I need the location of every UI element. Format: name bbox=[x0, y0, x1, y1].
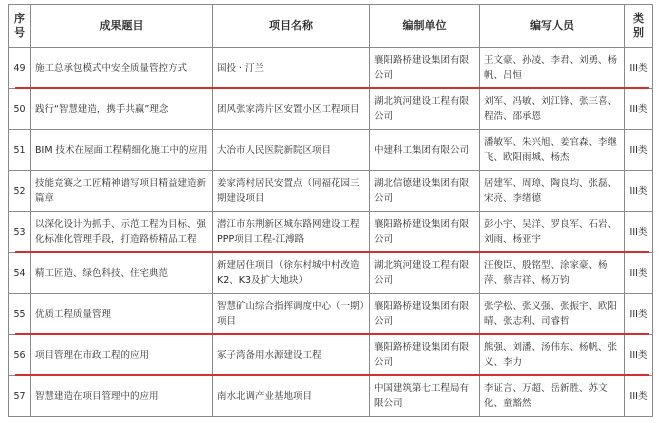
row-project bbox=[213, 253, 370, 294]
row-unit bbox=[370, 253, 480, 294]
awards-table bbox=[8, 4, 653, 417]
row-authors-text: 彭小宇、吴洋、罗良军、石岩、刘雨、杨亚宇 bbox=[484, 219, 618, 245]
row-category: III类 bbox=[625, 335, 653, 376]
row-authors bbox=[480, 212, 625, 253]
row-title-text: 以深化设计为抓手、示范工程为目标、强化标准化管理手段，打造路桥精品工程 bbox=[35, 219, 207, 245]
row-unit bbox=[370, 212, 480, 253]
red-underline bbox=[15, 251, 649, 253]
row-category: III类 bbox=[625, 376, 653, 417]
row-category: III类 bbox=[625, 253, 653, 294]
row-title bbox=[31, 376, 213, 417]
row-unit-text: 湖北筑河建设工程有限公司 bbox=[374, 260, 470, 286]
row-title-text: 精工匠造、绿色科技、住宅典范 bbox=[35, 267, 169, 279]
row-unit bbox=[370, 335, 480, 376]
header-category: 类别 bbox=[625, 5, 653, 48]
row-title bbox=[31, 171, 213, 212]
row-project bbox=[213, 89, 370, 130]
row-no: 52 bbox=[9, 171, 31, 212]
row-unit-text: 中建科工集团有限公司 bbox=[374, 144, 470, 156]
row-project-text: 团风张家湾片区安置小区工程项目 bbox=[217, 103, 360, 115]
row-authors bbox=[480, 335, 625, 376]
row-category: III类 bbox=[625, 212, 653, 253]
row-title-text: 践行“智慧建造，携手共赢”理念 bbox=[35, 103, 169, 115]
row-unit-text: 襄阳路桥建设集团有限公司 bbox=[374, 301, 470, 327]
row-unit-text: 襄阳路桥建设集团有限公司 bbox=[374, 219, 470, 245]
row-authors-text: 熊强、刘潘、汤伟东、杨帆、张义、李力 bbox=[484, 342, 618, 368]
row-unit bbox=[370, 48, 480, 89]
row-title-text: 项目管理在市政工程的应用 bbox=[35, 349, 150, 361]
row-title-text: BIM 技术在屋面工程精细化施工中的应用 bbox=[35, 144, 208, 156]
red-underline bbox=[15, 374, 649, 376]
table-row bbox=[9, 294, 653, 335]
row-project bbox=[213, 212, 370, 253]
row-no: 55 bbox=[9, 294, 31, 335]
row-unit bbox=[370, 171, 480, 212]
table-row bbox=[9, 376, 653, 417]
row-authors bbox=[480, 89, 625, 130]
row-project-text: 国投 · 汀兰 bbox=[217, 62, 265, 74]
header-no: 序号 bbox=[9, 5, 31, 48]
row-unit bbox=[370, 89, 480, 130]
row-title-text: 优质工程质量管理 bbox=[35, 308, 112, 320]
row-project bbox=[213, 335, 370, 376]
table-row bbox=[9, 253, 653, 294]
row-no: 56 bbox=[9, 335, 31, 376]
row-unit-text: 襄阳路桥建设集团有限公司 bbox=[374, 342, 470, 368]
row-project bbox=[213, 48, 370, 89]
row-project bbox=[213, 171, 370, 212]
row-unit bbox=[370, 130, 480, 171]
row-title bbox=[31, 130, 213, 171]
row-unit-text: 湖北信德建设集团有限公司 bbox=[374, 178, 470, 204]
row-authors-text: 张学松、张义强、张振宇、欧阳晴、张志利、司睿哲 bbox=[484, 301, 618, 327]
header-authors: 编写人员 bbox=[480, 5, 625, 48]
table-row bbox=[9, 130, 653, 171]
row-authors bbox=[480, 376, 625, 417]
row-authors-text: 汪俊臣、殷铭型、涂家豪、杨萍、蔡吉祥、杨万钧 bbox=[484, 260, 608, 286]
table-row bbox=[9, 171, 653, 212]
row-project-text: 大冶市人民医院新院区项目 bbox=[217, 144, 332, 156]
table-row bbox=[9, 335, 653, 376]
row-title-text: 技能竞赛之工匠精神谱写项目精益建造新篇章 bbox=[35, 178, 207, 204]
row-authors-text: 李证言、万超、岳新胜、苏文化、童豁然 bbox=[484, 383, 608, 409]
row-category: III类 bbox=[625, 294, 653, 335]
row-project bbox=[213, 294, 370, 335]
row-title bbox=[31, 253, 213, 294]
row-project-text: 新建居住项目（徐东村城中村改造K2、K3及扩大地块） bbox=[217, 260, 360, 286]
row-no: 51 bbox=[9, 130, 31, 171]
row-category: III类 bbox=[625, 171, 653, 212]
row-authors bbox=[480, 253, 625, 294]
row-title bbox=[31, 212, 213, 253]
table-row bbox=[9, 212, 653, 253]
red-underline bbox=[15, 333, 649, 335]
row-authors-text: 刘军、冯敏、刘江锋、张三喜、程浩、邵承恩 bbox=[484, 96, 618, 122]
row-unit-text: 襄阳路桥建设集团有限公司 bbox=[374, 55, 470, 81]
row-category: III类 bbox=[625, 89, 653, 130]
row-no: 57 bbox=[9, 376, 31, 417]
row-authors bbox=[480, 130, 625, 171]
row-no: 49 bbox=[9, 48, 31, 89]
row-title bbox=[31, 89, 213, 130]
row-project bbox=[213, 376, 370, 417]
row-project bbox=[213, 130, 370, 171]
row-no: 54 bbox=[9, 253, 31, 294]
row-project-text: 潜江市东荆新区城东路网建设工程PPP项目工程-江溥路 bbox=[217, 219, 360, 245]
row-authors bbox=[480, 294, 625, 335]
row-title bbox=[31, 294, 213, 335]
row-authors bbox=[480, 171, 625, 212]
row-category: III类 bbox=[625, 48, 653, 89]
row-no: 50 bbox=[9, 89, 31, 130]
row-project-text: 冢子湾备用水源建设工程 bbox=[217, 349, 322, 361]
row-project-text: 姜家湾村居民安置点（同福花园三期建设项目 bbox=[217, 178, 360, 204]
row-title bbox=[31, 335, 213, 376]
row-authors-text: 潘敏军、朱兴旭、姜官森、李继飞、欧阳雨城、杨杰 bbox=[484, 137, 618, 163]
row-unit-text: 湖北筑河建设工程有限公司 bbox=[374, 96, 470, 122]
red-underline bbox=[15, 87, 649, 89]
row-project-text: 智慧矿山综合指挥调度中心（一期）项目 bbox=[217, 301, 365, 327]
row-title-text: 智慧建造在项目管理中的应用 bbox=[35, 390, 159, 402]
row-category: III类 bbox=[625, 130, 653, 171]
header-unit: 编制单位 bbox=[370, 5, 480, 48]
row-unit-text: 中国建筑第七工程局有限公司 bbox=[374, 383, 470, 409]
table-row bbox=[9, 48, 653, 89]
row-title bbox=[31, 48, 213, 89]
header-project: 项目名称 bbox=[213, 5, 370, 48]
header-title: 成果题目 bbox=[31, 5, 213, 48]
row-unit bbox=[370, 294, 480, 335]
row-authors bbox=[480, 48, 625, 89]
table-header-row bbox=[9, 5, 653, 48]
row-title-text: 施工总承包模式中安全质量管控方式 bbox=[35, 62, 188, 74]
table-row bbox=[9, 89, 653, 130]
row-authors-text: 王文豪、孙凌、李君、刘勇、杨帆、吕恒 bbox=[484, 55, 618, 81]
row-authors-text: 居建军、周璋、陶良均、张磊、宋亮、李绪德 bbox=[484, 178, 618, 204]
row-project-text: 南水北调产业基地项目 bbox=[217, 390, 313, 402]
row-unit bbox=[370, 376, 480, 417]
row-no: 53 bbox=[9, 212, 31, 253]
